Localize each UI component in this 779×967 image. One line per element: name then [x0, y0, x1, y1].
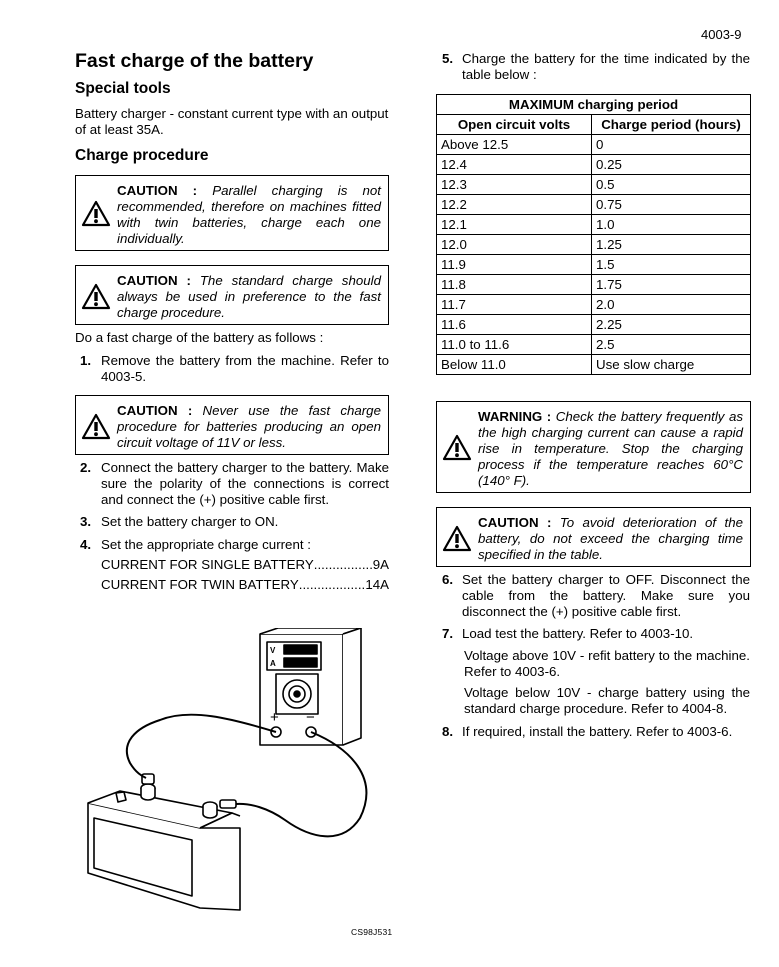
- special-tools-heading: Special tools: [75, 80, 171, 97]
- cell-period: 0: [592, 135, 751, 155]
- cell-period: 0.5: [592, 175, 751, 195]
- warning-triangle-icon: [442, 434, 472, 461]
- cell-volts: 12.4: [437, 155, 592, 175]
- caution-label: CAUTION :: [117, 273, 191, 288]
- charging-period-table: [436, 94, 751, 375]
- caution-text: Never use the fast charge procedure for batteries producing an open circuit voltage of 11V or less.: [117, 403, 381, 450]
- caution-text: Parallel charging is not recommended, therefore on machines fitted with twin batteries, charge each one individually.: [117, 183, 381, 246]
- step-text: Set the appropriate charge current :: [101, 537, 311, 552]
- table-row: [437, 255, 751, 275]
- cell-volts: 11.9: [437, 255, 592, 275]
- current-value: 14A: [365, 577, 389, 592]
- table-row: [437, 315, 751, 335]
- step-number: 1.: [80, 353, 92, 368]
- cell-volts: 11.8: [437, 275, 592, 295]
- step-text: If required, install the battery. Refer to 4003-6.: [462, 724, 733, 739]
- caution-label: CAUTION :: [117, 183, 198, 198]
- figure-code: CS98J531: [351, 927, 393, 937]
- cell-period: 1.25: [592, 235, 751, 255]
- caution-box-charging-time: [436, 507, 751, 567]
- table-header-volts: Open circuit volts: [437, 115, 592, 135]
- cell-period: 0.75: [592, 195, 751, 215]
- cell-period: 2.0: [592, 295, 751, 315]
- step-7-note-above: Voltage above 10V - refit battery to the machine. Refer to 4003-6.: [464, 648, 750, 679]
- charge-procedure-heading: Charge procedure: [75, 147, 209, 164]
- step-number: 3.: [80, 514, 92, 529]
- warning-box-temperature: [436, 401, 751, 493]
- step-text: Load test the battery. Refer to 4003-10.: [462, 626, 694, 641]
- table-title: MAXIMUM charging period: [437, 95, 751, 115]
- cell-period: 2.25: [592, 315, 751, 335]
- table-row: [437, 155, 751, 175]
- cell-period: 0.25: [592, 155, 751, 175]
- meter-label-a: A: [270, 659, 276, 668]
- caution-box-standard-charge: [75, 265, 389, 325]
- cell-period: 1.5: [592, 255, 751, 275]
- meter-label-v: V: [270, 646, 276, 655]
- cell-period: 1.75: [592, 275, 751, 295]
- caution-label: CAUTION :: [478, 515, 552, 530]
- procedure-intro: Do a fast charge of the battery as follows :: [75, 330, 324, 345]
- page-title: Fast charge of the battery: [75, 50, 314, 72]
- cell-volts: Above 12.5: [437, 135, 592, 155]
- step-text: Set the battery charger to OFF. Disconnect the cable from the battery. Make sure you disconnect the (+) positive cable first.: [462, 572, 750, 619]
- step-number: 7.: [442, 626, 454, 641]
- minus-sign: −: [306, 709, 315, 726]
- cell-period: Use slow charge: [592, 355, 751, 375]
- step-number: 4.: [80, 537, 92, 552]
- cell-period: 1.0: [592, 215, 751, 235]
- current-label: CURRENT FOR SINGLE BATTERY: [101, 557, 314, 572]
- current-row-single: [101, 557, 389, 573]
- warning-triangle-icon: [81, 413, 111, 440]
- table-row: [437, 295, 751, 315]
- cell-volts: 11.7: [437, 295, 592, 315]
- warning-triangle-icon: [81, 283, 111, 310]
- cell-volts: 12.2: [437, 195, 592, 215]
- warning-text: Check the battery frequently as the high charging current can cause a rapid rise in temperature. Stop the charging process if the temperature reaches 60°C (140° F).: [478, 409, 743, 488]
- table-row: [437, 275, 751, 295]
- step-number: 5.: [442, 51, 454, 66]
- warning-label: WARNING :: [478, 409, 552, 424]
- cell-volts: Below 11.0: [437, 355, 592, 375]
- caution-text: The standard charge should always be used in preference to the fast charge procedure.: [117, 273, 381, 320]
- warning-triangle-icon: [81, 200, 111, 227]
- step-text: Charge the battery for the time indicated by the table below :: [462, 51, 750, 82]
- caution-label: CAUTION :: [117, 403, 193, 418]
- step-text: Connect the battery charger to the battery. Make sure the polarity of the connections is correct and connect the (+) positive cable first.: [101, 460, 389, 507]
- current-value: 9A: [372, 557, 389, 572]
- table-row: [437, 135, 751, 155]
- page-number: 4003-9: [701, 27, 742, 42]
- step-text: Remove the battery from the machine. Refer to 4003-5.: [101, 353, 389, 384]
- caution-box-parallel: [75, 175, 389, 251]
- table-row: [437, 335, 751, 355]
- step-text: Set the battery charger to ON.: [101, 514, 279, 529]
- special-tools-text: Battery charger - constant current type with an output of at least 35A.: [75, 106, 389, 137]
- table-row: [437, 355, 751, 375]
- cell-volts: 11.0 to 11.6: [437, 335, 592, 355]
- step-7-note-below: Voltage below 10V - charge battery using the standard charge procedure. Refer to 4004-8.: [464, 685, 750, 716]
- warning-triangle-icon: [442, 525, 472, 552]
- caution-box-open-circuit: [75, 395, 389, 455]
- charger-battery-illustration: [80, 628, 400, 913]
- dot-leader: [314, 557, 373, 573]
- cell-volts: 11.6: [437, 315, 592, 335]
- table-row: [437, 175, 751, 195]
- step-number: 8.: [442, 724, 454, 739]
- table-row: [437, 215, 751, 235]
- dot-leader: [299, 577, 366, 593]
- table-header-period: Charge period (hours): [592, 115, 751, 135]
- caution-text: To avoid deterioration of the battery, do not exceed the charging time specified in the table.: [478, 515, 743, 562]
- cell-volts: 12.3: [437, 175, 592, 195]
- cell-volts: 12.0: [437, 235, 592, 255]
- table-row: [437, 235, 751, 255]
- current-label: CURRENT FOR TWIN BATTERY: [101, 577, 299, 592]
- plus-sign: +: [270, 709, 279, 726]
- table-row: [437, 195, 751, 215]
- step-number: 2.: [80, 460, 92, 475]
- step-number: 6.: [442, 572, 454, 587]
- cell-volts: 12.1: [437, 215, 592, 235]
- current-row-twin: [101, 577, 389, 593]
- cell-period: 2.5: [592, 335, 751, 355]
